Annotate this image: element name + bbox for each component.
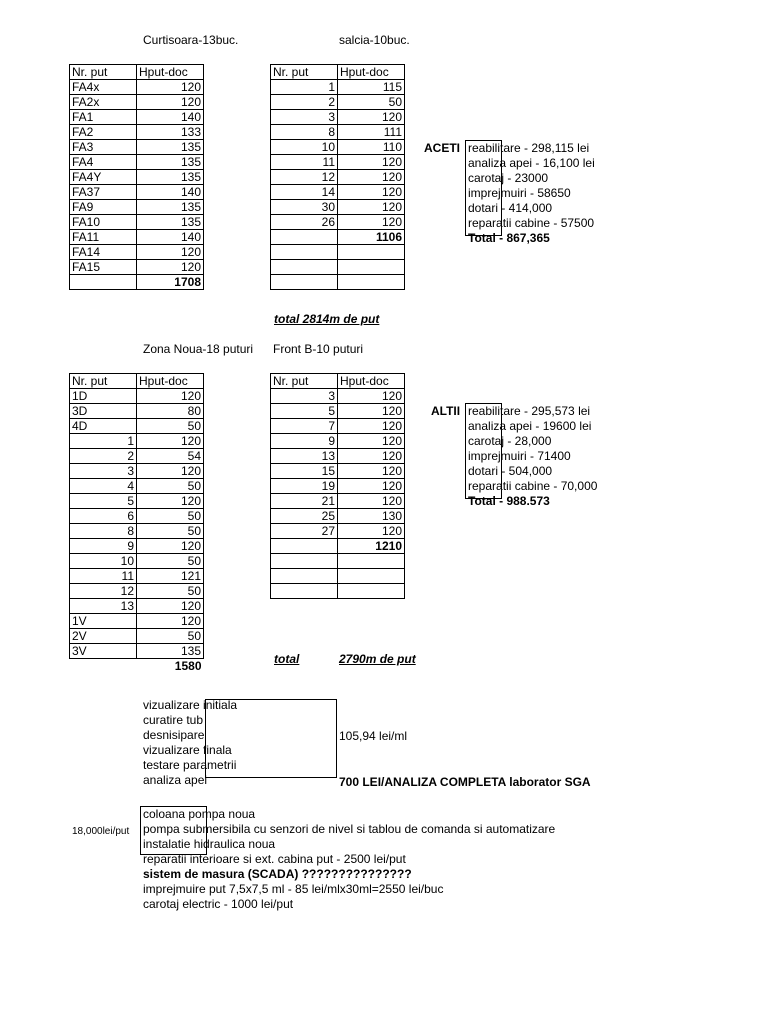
cell-hput: 140 [137, 185, 204, 200]
cell-nr-put: FA2x [70, 95, 137, 110]
table-row [271, 95, 405, 110]
cell-empty [338, 275, 405, 290]
cell-nr-put: 10 [70, 554, 137, 569]
cell-hput: 120 [338, 524, 405, 539]
cell-hput: 120 [137, 260, 204, 275]
cell-nr-put: 3V [70, 644, 137, 659]
table-header-row [271, 374, 405, 389]
header-hput: Hput-doc [338, 374, 405, 389]
total-second-label: total [274, 652, 300, 666]
cell-hput: 50 [137, 509, 204, 524]
equipment-item: instalatie hidraulica noua [143, 837, 276, 851]
cell-nr-put: 12 [70, 584, 137, 599]
cell-nr-put: 2V [70, 629, 137, 644]
header-hput: Hput-doc [137, 374, 204, 389]
cell-empty [271, 539, 338, 554]
cell-nr-put: 15 [271, 464, 338, 479]
cell-hput: 115 [338, 80, 405, 95]
cell-total: 1708 [137, 275, 204, 290]
cell-nr-put: FA4x [70, 80, 137, 95]
table-total-row [271, 230, 405, 245]
table-row [70, 524, 204, 539]
table-row [70, 464, 204, 479]
aceti-total: Total - 867,365 [468, 231, 550, 245]
cell-empty [338, 245, 405, 260]
cell-hput: 120 [338, 464, 405, 479]
cell-nr-put: FA2 [70, 125, 137, 140]
cell-hput: 120 [338, 479, 405, 494]
table-row [70, 245, 204, 260]
cell-total: 1106 [338, 230, 405, 245]
table-row [70, 569, 204, 584]
cell-hput: 80 [137, 404, 204, 419]
table-row [271, 215, 405, 230]
table-header-row [70, 374, 204, 389]
cell-nr-put: FA1 [70, 110, 137, 125]
table-row [271, 140, 405, 155]
cell-nr-put: 11 [271, 155, 338, 170]
cell-nr-put: FA14 [70, 245, 137, 260]
table-row [70, 434, 204, 449]
table-front-b [270, 373, 405, 599]
cell-empty [271, 569, 338, 584]
cell-hput: 135 [137, 644, 204, 659]
cell-hput: 120 [137, 95, 204, 110]
aceti-label: ACETI [424, 141, 460, 155]
table-empty-row [271, 584, 405, 599]
cell-hput: 140 [137, 230, 204, 245]
aceti-item: analiza apei - 16,100 lei [468, 156, 595, 170]
cell-nr-put: FA10 [70, 215, 137, 230]
altii-total: Total - 988.573 [468, 494, 550, 508]
altii-item: dotari - 504,000 [468, 464, 553, 478]
table-empty-row [271, 275, 405, 290]
table-empty-row [271, 260, 405, 275]
cell-hput: 50 [338, 95, 405, 110]
cell-hput: 50 [137, 419, 204, 434]
cell-nr-put: FA37 [70, 185, 137, 200]
table-row [70, 260, 204, 275]
equipment-item: reparatii interioare si ext. cabina put - 2500 lei/put [143, 852, 406, 866]
table-row [70, 215, 204, 230]
table-row [70, 170, 204, 185]
cell-hput: 120 [137, 464, 204, 479]
cell-nr-put: FA3 [70, 140, 137, 155]
cell-hput: 50 [137, 584, 204, 599]
table-row [271, 170, 405, 185]
table-row [70, 404, 204, 419]
cell-nr-put: 27 [271, 524, 338, 539]
altii-item: imprejmuiri - 71400 [468, 449, 571, 463]
cell-nr-put: 5 [271, 404, 338, 419]
table-row [271, 449, 405, 464]
cell-nr-put: 9 [271, 434, 338, 449]
altii-label: ALTII [431, 404, 461, 418]
cell-hput: 120 [338, 494, 405, 509]
table-salcia [270, 64, 405, 290]
table-row [70, 419, 204, 434]
cell-nr-put: FA11 [70, 230, 137, 245]
table-row [70, 599, 204, 614]
cell-hput: 54 [137, 449, 204, 464]
cell-empty [338, 554, 405, 569]
cell-nr-put: 26 [271, 215, 338, 230]
cell-nr-put: 21 [271, 494, 338, 509]
cell-hput: 50 [137, 629, 204, 644]
table-total-row [70, 275, 204, 290]
cell-empty [271, 245, 338, 260]
cell-hput: 120 [338, 170, 405, 185]
aceti-list [468, 141, 595, 246]
table-row [271, 155, 405, 170]
table-row [70, 140, 204, 155]
title-front-b: Front B-10 puturi [273, 342, 364, 356]
cell-nr-put: FA4 [70, 155, 137, 170]
cell-empty [271, 260, 338, 275]
cell-empty [338, 569, 405, 584]
cell-nr-put: 11 [70, 569, 137, 584]
cell-hput: 135 [137, 170, 204, 185]
cell-empty [70, 275, 137, 290]
cell-empty [271, 230, 338, 245]
cell-nr-put: 1V [70, 614, 137, 629]
cell-nr-put: 8 [271, 125, 338, 140]
table-row [271, 389, 405, 404]
table-total-row [271, 539, 405, 554]
cell-nr-put: 1 [271, 80, 338, 95]
altii-item: analiza apei - 19600 lei [468, 419, 592, 433]
header-nr-put: Nr. put [271, 65, 338, 80]
table-row [70, 554, 204, 569]
table-row [70, 95, 204, 110]
process-price: 105,94 lei/ml [339, 729, 408, 743]
cell-total: 1210 [338, 539, 405, 554]
cell-nr-put: 4D [70, 419, 137, 434]
total-second-value: 2790m de put [339, 652, 416, 666]
cell-empty [271, 584, 338, 599]
cell-nr-put: 13 [271, 449, 338, 464]
table-row [70, 230, 204, 245]
table-row [70, 110, 204, 125]
equipment-item: pompa submersibila cu senzori de nivel si tablou de comanda si automatizare [143, 822, 556, 836]
header-nr-put: Nr. put [271, 374, 338, 389]
title-zona-noua: Zona Noua-18 puturi [143, 342, 254, 356]
table-empty-row [271, 569, 405, 584]
cell-hput: 120 [338, 155, 405, 170]
table-row [70, 389, 204, 404]
header-nr-put: Nr. put [70, 65, 137, 80]
cell-hput: 120 [338, 215, 405, 230]
header-hput: Hput-doc [338, 65, 405, 80]
aceti-item: reparatii cabine - 57500 [468, 216, 595, 230]
table-row [271, 185, 405, 200]
cell-nr-put: 2 [271, 95, 338, 110]
cell-nr-put: 3D [70, 404, 137, 419]
table-row [271, 125, 405, 140]
cell-hput: 50 [137, 524, 204, 539]
table-row [70, 80, 204, 95]
equipment-side-price: 18,000lei/put [72, 826, 130, 837]
process-step: analiza apei [143, 773, 208, 787]
cell-nr-put: 19 [271, 479, 338, 494]
cell-nr-put: 2 [70, 449, 137, 464]
cell-hput: 121 [137, 569, 204, 584]
cell-hput: 140 [137, 110, 204, 125]
cell-nr-put: FA9 [70, 200, 137, 215]
aceti-item: carotaj - 23000 [468, 171, 549, 185]
table-row [271, 464, 405, 479]
cell-nr-put: 13 [70, 599, 137, 614]
title-curtisoara: Curtisoara-13buc. [143, 33, 239, 47]
cell-nr-put: 10 [271, 140, 338, 155]
table-row [70, 629, 204, 644]
cell-hput: 110 [338, 140, 405, 155]
table-row [70, 449, 204, 464]
altii-item: reabilitare - 295,573 lei [468, 404, 591, 418]
altii-item: carotaj - 28,000 [468, 434, 552, 448]
cell-hput: 120 [338, 389, 405, 404]
cell-hput: 135 [137, 155, 204, 170]
equipment-item: coloana pompa noua [143, 807, 256, 821]
cell-nr-put: FA4Y [70, 170, 137, 185]
table-total-row [70, 659, 204, 674]
cell-nr-put: 12 [271, 170, 338, 185]
cell-nr-put: 3 [271, 110, 338, 125]
process-steps [143, 698, 237, 788]
process-step: testare parametrii [143, 758, 237, 772]
table-empty-row [271, 554, 405, 569]
process-step: vizualizare finala [143, 743, 232, 757]
table-row [271, 524, 405, 539]
table-header-row [271, 65, 405, 80]
title-salcia: salcia-10buc. [339, 33, 410, 47]
cell-hput: 133 [137, 125, 204, 140]
table-row [271, 419, 405, 434]
cell-hput: 120 [137, 614, 204, 629]
cell-hput: 120 [338, 404, 405, 419]
table-row [271, 494, 405, 509]
fence-line: imprejmuire put 7,5x7,5 ml - 85 lei/mlx30ml=2550 lei/buc [143, 882, 444, 896]
cell-nr-put: 30 [271, 200, 338, 215]
cell-hput: 120 [137, 494, 204, 509]
aceti-item: reabilitare - 298,115 lei [468, 141, 590, 155]
process-step: desnisipare [143, 728, 205, 742]
cell-nr-put: 5 [70, 494, 137, 509]
cell-nr-put: 9 [70, 539, 137, 554]
cell-hput: 120 [338, 200, 405, 215]
aceti-item: imprejmuiri - 58650 [468, 186, 571, 200]
table-row [70, 509, 204, 524]
table-curtisoara [69, 64, 204, 290]
cell-total: 1580 [174, 659, 202, 673]
table-row [70, 155, 204, 170]
cell-hput: 120 [137, 389, 204, 404]
cell-hput: 135 [137, 200, 204, 215]
cell-empty [338, 260, 405, 275]
table-row [271, 479, 405, 494]
table-header-row [70, 65, 204, 80]
cell-hput: 120 [137, 245, 204, 260]
cell-nr-put: 6 [70, 509, 137, 524]
cell-nr-put: 4 [70, 479, 137, 494]
cell-nr-put: 3 [271, 389, 338, 404]
table-row [70, 125, 204, 140]
cell-hput: 120 [338, 110, 405, 125]
altii-list [468, 404, 597, 509]
cell-hput: 120 [338, 419, 405, 434]
header-nr-put: Nr. put [70, 374, 137, 389]
cell-hput: 120 [137, 80, 204, 95]
table-row [70, 614, 204, 629]
table-row [70, 494, 204, 509]
process-step: vizualizare initiala [143, 698, 238, 712]
table-row [70, 539, 204, 554]
cell-nr-put: 25 [271, 509, 338, 524]
cell-empty [70, 659, 137, 674]
cell-empty [338, 584, 405, 599]
table-row [271, 110, 405, 125]
table-row [70, 479, 204, 494]
cell-hput: 120 [137, 539, 204, 554]
total-first-group: total 2814m de put [274, 312, 380, 326]
carotaj-line: carotaj electric - 1000 lei/put [143, 897, 294, 911]
cell-hput: 130 [338, 509, 405, 524]
cell-hput: 111 [338, 125, 405, 140]
equipment-list [143, 807, 555, 912]
table-row [70, 200, 204, 215]
cell-nr-put: 1D [70, 389, 137, 404]
cell-hput: 50 [137, 479, 204, 494]
table-row [271, 404, 405, 419]
table-row [70, 584, 204, 599]
table-zona-noua [69, 373, 204, 673]
process-step: curatire tub [143, 713, 204, 727]
lab-analysis-price: 700 LEI/ANALIZA COMPLETA laborator SGA [339, 775, 591, 789]
cell-nr-put: 3 [70, 464, 137, 479]
cell-empty [271, 275, 338, 290]
cell-hput: 135 [137, 140, 204, 155]
aceti-item: dotari - 414,000 [468, 201, 553, 215]
table-row [70, 185, 204, 200]
cell-nr-put: FA15 [70, 260, 137, 275]
cell-nr-put: 14 [271, 185, 338, 200]
header-hput: Hput-doc [137, 65, 204, 80]
table-row [271, 200, 405, 215]
cell-nr-put: 1 [70, 434, 137, 449]
cell-hput: 50 [137, 554, 204, 569]
table-empty-row [271, 245, 405, 260]
altii-item: reparatii cabine - 70,000 [468, 479, 598, 493]
cell-hput: 120 [137, 434, 204, 449]
cell-hput: 135 [137, 215, 204, 230]
cell-nr-put: 8 [70, 524, 137, 539]
table-row [70, 644, 204, 659]
scada-line: sistem de masura (SCADA) ??????????????? [143, 867, 412, 881]
cell-hput: 120 [137, 599, 204, 614]
cell-hput: 120 [338, 434, 405, 449]
table-row [271, 434, 405, 449]
cell-hput: 120 [338, 185, 405, 200]
cell-nr-put: 7 [271, 419, 338, 434]
cell-empty [271, 554, 338, 569]
table-row [271, 80, 405, 95]
cell-hput: 120 [338, 449, 405, 464]
table-row [271, 509, 405, 524]
